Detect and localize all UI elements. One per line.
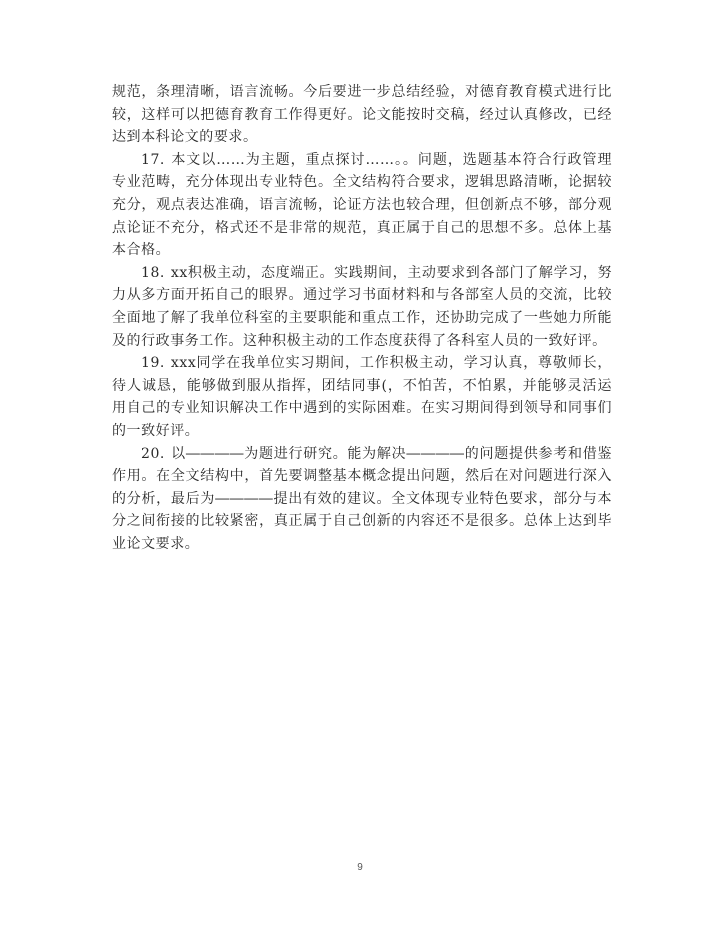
paragraph-18 xyxy=(112,262,612,352)
paragraph-number: 19. xyxy=(141,355,165,372)
paragraph-number: 20. xyxy=(141,445,165,462)
paragraph-19 xyxy=(112,352,612,442)
paragraph-text: 本文以……为主题，重点探讨……。。问题，选题基本符合行政管理专业范畴，充分体现出专业特色。全文结构符合要求，逻辑思路清晰，论据较充分，观点表达准确，语言流畅，论证方法也较合理，但创新点不够，部分观点论证不充分，格式还不是非常的规范，真正属于自己的思想不多。总体上基本合格。 xyxy=(112,151,612,259)
paragraph-text: xx积极主动，态度端正。实践期间，主动要求到各部门了解学习，努力从多方面开拓自己的眼界。通过学习书面材料和与各部室人员的交流，比较全面地了解了我单位科室的主要职能和重点工作，还协助完成了一些她力所能及的行政事务工作。这种积极主动的工作态度获得了各科室人员的一致好评。 xyxy=(112,264,612,349)
paragraph-text: xxx同学在我单位实习期间，工作积极主动，学习认真，尊敬师长，待人诚恳，能够做到服从指挥，团结同事(，不怕苦，不怕累，并能够灵活运用自己的专业知识解决工作中遇到的实际困难。在实习期间得到领导和同事们的一致好评。 xyxy=(112,355,612,439)
paragraph-20 xyxy=(112,443,612,556)
paragraph-text: 以――――为题进行研究。能为解决――――的问题提供参考和借鉴作用。在全文结构中，首先要调整基本概念提出问题，然后在对问题进行深入的分析，最后为――――提出有效的建议。全文体现专业特色要求，部分与本分之间衔接的比较紧密，真正属于自己创新的内容还不是很多。总体上达到毕业论文要求。 xyxy=(112,445,612,552)
paragraph-continued xyxy=(112,81,612,149)
document-body xyxy=(112,81,612,555)
paragraph-number: 17. xyxy=(141,151,165,168)
paragraph-number: 18. xyxy=(141,264,165,281)
paragraph-text: 规范，条理清晰，语言流畅。今后要进一步总结经验，对德育教育模式进行比较，这样可以把德育教育工作得更好。论文能按时交稿，经过认真修改，已经达到本科论文的要求。 xyxy=(112,84,612,146)
paragraph-17 xyxy=(112,149,612,262)
page-number: 9 xyxy=(357,862,363,873)
